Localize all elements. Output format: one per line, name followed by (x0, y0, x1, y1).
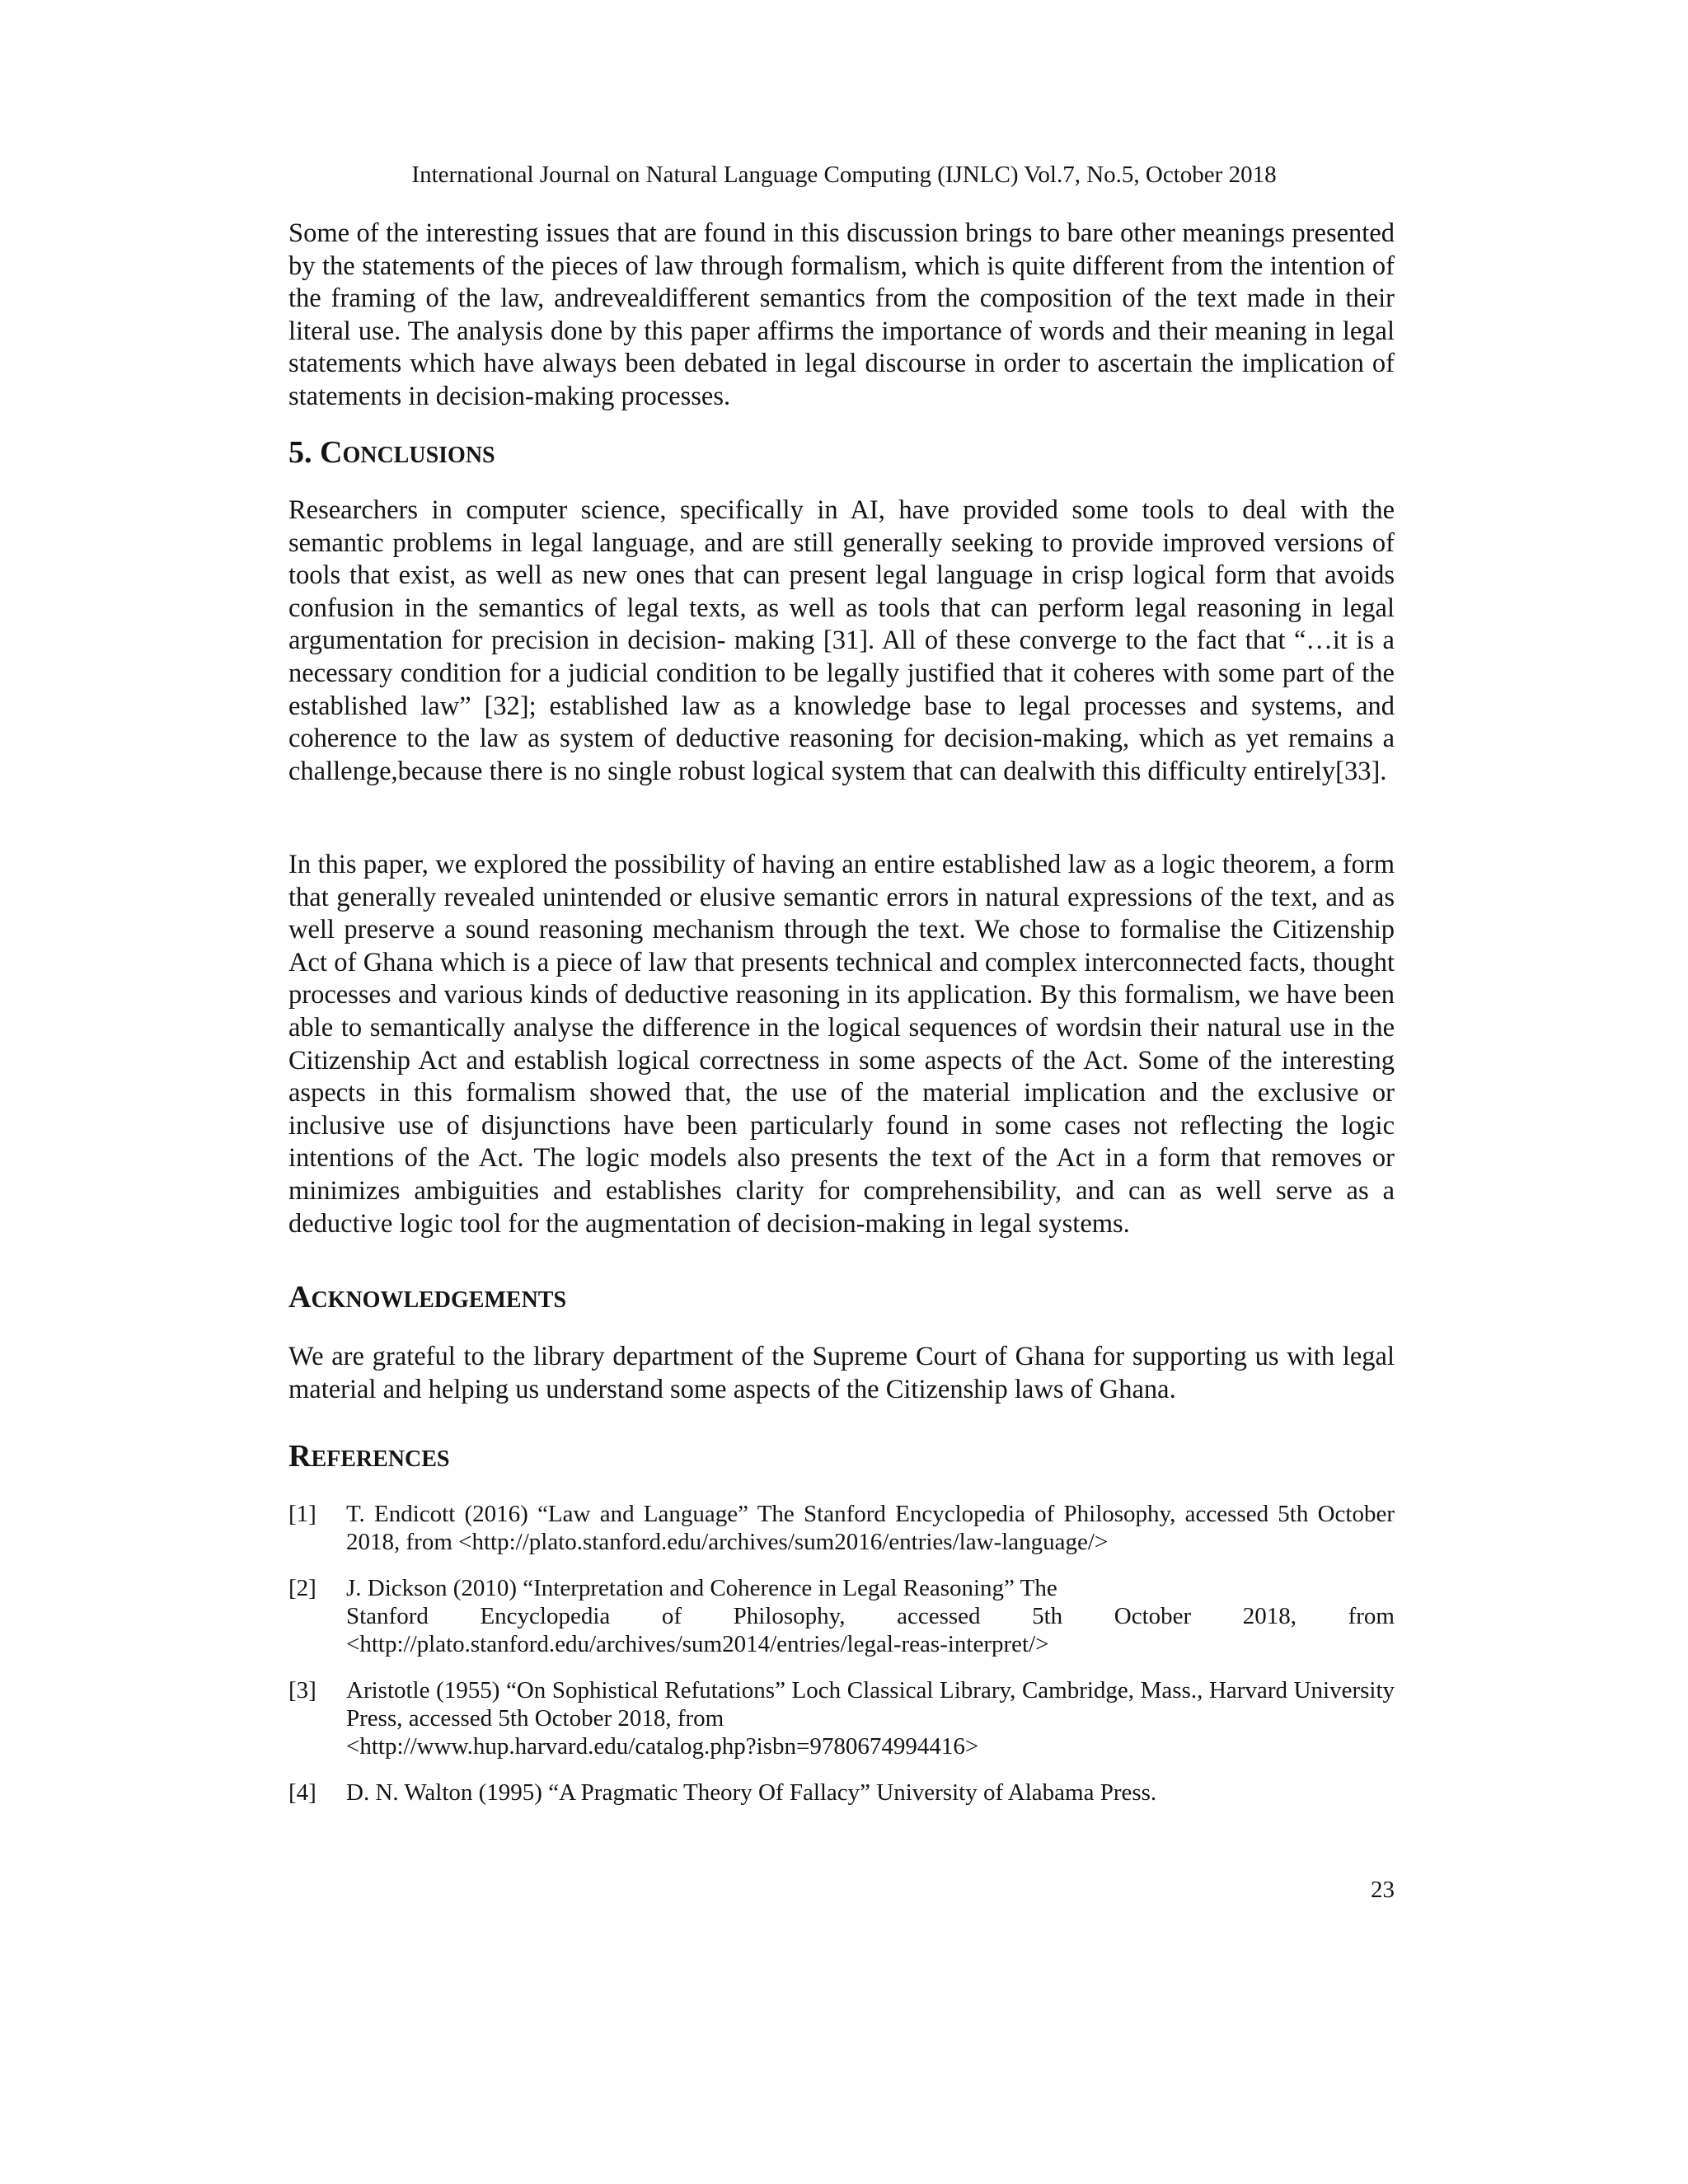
reference-number: [4] (288, 1779, 316, 1806)
reference-item-2 (288, 1574, 1395, 1658)
page-number: 23 (1371, 1877, 1395, 1903)
acknowledgements-heading-rest: CKNOWLEDGEMENTS (311, 1287, 567, 1313)
references-heading-first: R (288, 1439, 312, 1474)
acknowledgements-heading (288, 1279, 566, 1319)
reference-line-2 (346, 1602, 1395, 1630)
reference-word: 5th (1032, 1603, 1063, 1629)
conclusions-heading (288, 434, 495, 474)
reference-item-3 (288, 1676, 1395, 1760)
reference-word: October (1114, 1603, 1192, 1629)
reference-word: from (1348, 1603, 1395, 1629)
references-heading (288, 1438, 450, 1478)
reference-item-1 (288, 1500, 1395, 1556)
reference-text: D. N. Walton (1995) “A Pragmatic Theory Of Fallacy” University of Alabama Press. (346, 1779, 1157, 1806)
reference-word: accessed (897, 1603, 981, 1629)
references-list (288, 1500, 1395, 1825)
acknowledgements-paragraph: We are grateful to the library department of the Supreme Court of Ghana for supporting us with legal material and helping us understand some aspects of the Citizenship laws of Ghana. (288, 1342, 1395, 1404)
reference-word: Stanford (346, 1603, 429, 1629)
reference-line-1: J. Dickson (2010) “Interpretation and Coherence in Legal Reasoning” The (346, 1575, 1057, 1601)
conclusions-paragraph-1: Researchers in computer science, specifically in AI, have provided some tools to deal with the semantic problems in legal language, and are still generally seeking to provide improved versions of tools that exist, as well as new ones that can present legal language in crisp logical form that avoids confusion in the semantics of legal texts, as well as tools that can perform legal reasoning in legal argumentation for precision in decision- making [31]. All of these converge to the fact that “…it is a necessary condition for a judicial condition to be legally justified that it coheres with some part of the established law” [32]; established law as a knowledge base to legal processes and systems, and coherence to the law as system of deductive reasoning for decision-making, which as yet remains a challenge,because there is no single robust logical system that can dealwith this difficulty entirely[33]. (288, 495, 1395, 786)
reference-text: T. Endicott (2016) “Law and Language” The Stanford Encyclopedia of Philosophy, accessed 5th October 2018, from <http://plato.stanford.edu/archives/sum2016/entries/law-language/> (346, 1501, 1395, 1555)
reference-word: of (661, 1603, 682, 1629)
reference-line-1: Aristotle (1955) “On Sophistical Refutations” Loch Classical Library, Cambridge, Mass., Harvard University Press, accessed 5th October 2018, from (346, 1677, 1395, 1732)
reference-number: [2] (288, 1575, 316, 1601)
reference-line-2: <http://www.hup.harvard.edu/catalog.php?isbn=9780674994416> (346, 1733, 979, 1760)
acknowledgements-heading-first: A (288, 1280, 312, 1315)
reference-number: [1] (288, 1501, 316, 1527)
reference-word: Encyclopedia (480, 1603, 611, 1629)
references-heading-rest: EFERENCES (311, 1446, 450, 1472)
reference-number: [3] (288, 1677, 316, 1704)
conclusions-heading-rest: ONCLUSIONS (342, 443, 495, 468)
conclusions-heading-number: 5. C (288, 435, 343, 470)
running-header: International Journal on Natural Language Computing (IJNLC) Vol.7, No.5, October 2018 (411, 162, 1277, 188)
running-header-container (0, 160, 1688, 193)
reference-item-4 (288, 1779, 1395, 1807)
reference-line-3: <http://plato.stanford.edu/archives/sum2014/entries/legal-reas-interpret/> (346, 1631, 1049, 1657)
conclusions-paragraph-2: In this paper, we explored the possibility of having an entire established law as a logic theorem, a form that generally revealed unintended or elusive semantic errors in natural expressions of the text, and as well preserve a sound reasoning mechanism through the text. We chose to formalise the Citizenship Act of Ghana which is a piece of law that presents technical and complex interconnected facts, thought processes and various kinds of deductive reasoning in its application. By this formalism, we have been able to semantically analyse the difference in the logical sequences of wordsin their natural use in the Citizenship Act and establish logical correctness in some aspects of the Act. Some of the interesting aspects in this formalism showed that, the use of the material implication and the exclusive or inclusive use of disjunctions have been particularly found in some cases not reflecting the logic intentions of the Act. The logic models also presents the text of the Act in a form that removes or minimizes ambiguities and establishes clarity for comprehensibility, and can as well serve as a deductive logic tool for the augmentation of decision-making in legal systems. (288, 850, 1395, 1239)
intro-paragraph: Some of the interesting issues that are found in this discussion brings to bare other meanings presented by the statements of the pieces of law through formalism, which is quite different from the intention of the framing of the law, andrevealdifferent semantics from the composition of the text made in their literal use. The analysis done by this paper affirms the importance of words and their meaning in legal statements which have always been debated in legal discourse in order to ascertain the implication of statements in decision-making processes. (288, 218, 1395, 411)
reference-word: 2018, (1242, 1603, 1296, 1629)
reference-word: Philosophy, (733, 1603, 846, 1629)
